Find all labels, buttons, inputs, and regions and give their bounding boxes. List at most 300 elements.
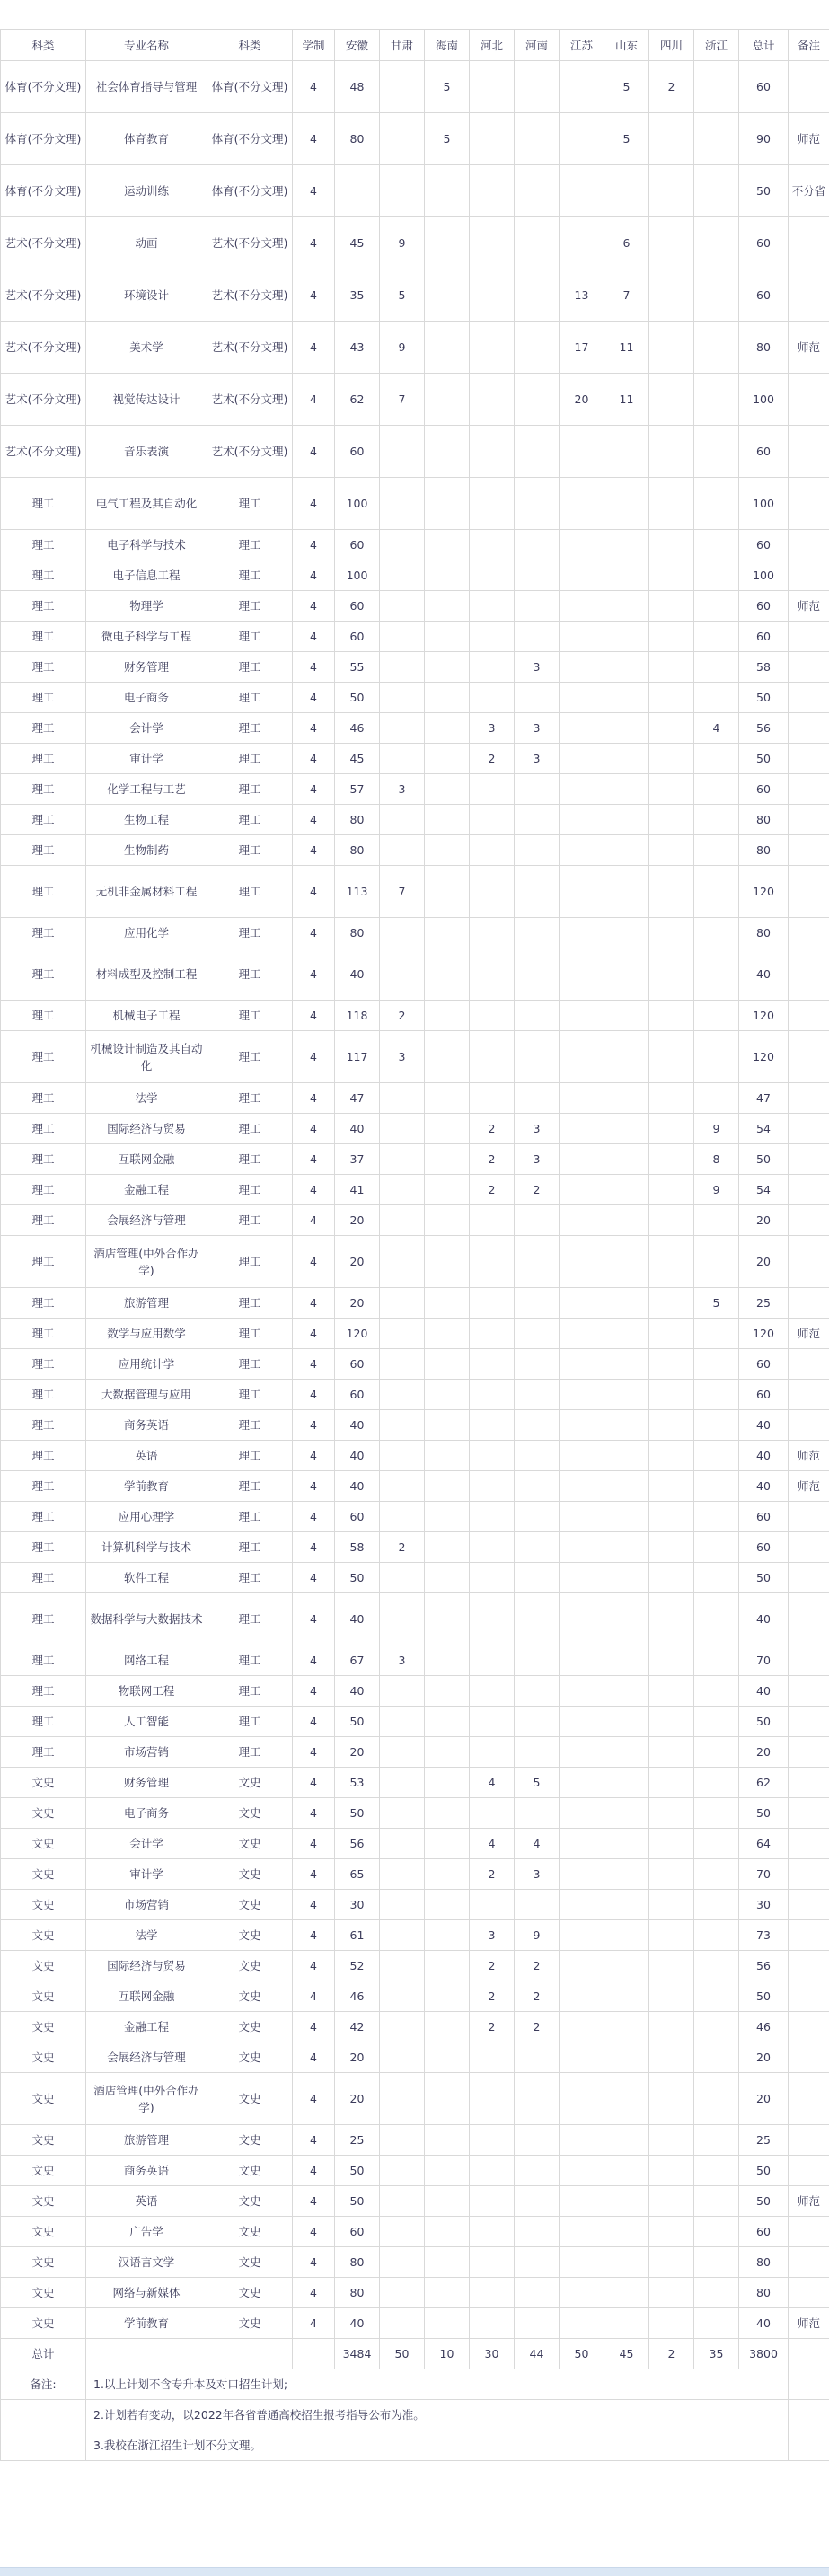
jiangsu-cell	[560, 1563, 604, 1593]
empty-cell	[1, 2430, 86, 2461]
duration-cell: 4	[293, 713, 335, 744]
major-name-cell: 动画	[86, 217, 207, 269]
duration-cell: 4	[293, 1563, 335, 1593]
jiangsu-cell	[560, 1001, 604, 1031]
shandong-cell	[604, 805, 649, 835]
shandong-cell	[604, 622, 649, 652]
category-cell: 理工	[1, 805, 86, 835]
remark-cell	[789, 1768, 829, 1798]
shandong-cell	[604, 1645, 649, 1676]
table-row	[1, 1502, 829, 1532]
henan-cell	[515, 374, 560, 426]
total-cell: 100	[739, 560, 789, 591]
remark-cell: 师范	[789, 1441, 829, 1471]
major-name-cell: 会展经济与管理	[86, 1205, 207, 1236]
anhui-cell: 53	[335, 1768, 380, 1798]
major-name-cell: 美术学	[86, 322, 207, 374]
zhejiang-cell	[694, 165, 739, 217]
zhejiang-cell: 9	[694, 1114, 739, 1144]
major-name-cell: 微电子科学与工程	[86, 622, 207, 652]
major-name-cell: 学前教育	[86, 2308, 207, 2339]
table-row	[1, 774, 829, 805]
hebei-cell	[470, 1593, 515, 1645]
shandong-cell	[604, 1829, 649, 1859]
jiangsu-cell	[560, 560, 604, 591]
duration-cell: 4	[293, 2278, 335, 2308]
sichuan-cell	[649, 866, 694, 918]
remark-cell	[789, 1288, 829, 1319]
hebei-cell	[470, 1380, 515, 1410]
jiangsu-cell	[560, 1920, 604, 1951]
header-cell: 河南	[515, 30, 560, 61]
anhui-cell: 20	[335, 2042, 380, 2073]
major-name-cell: 会展经济与管理	[86, 2042, 207, 2073]
zhejiang-cell	[694, 1890, 739, 1920]
sichuan-cell	[649, 1083, 694, 1114]
hainan-cell	[425, 1920, 470, 1951]
zhejiang-cell	[694, 1083, 739, 1114]
hebei-cell	[470, 918, 515, 948]
header-cell: 学制	[293, 30, 335, 61]
hainan-cell	[425, 774, 470, 805]
gansu-cell	[380, 1441, 425, 1471]
remark-cell: 师范	[789, 1319, 829, 1349]
henan-cell	[515, 2186, 560, 2217]
category-cell: 理工	[1, 1114, 86, 1144]
hainan-cell	[425, 478, 470, 530]
jiangsu-cell	[560, 866, 604, 918]
remark-cell: 不分省	[789, 165, 829, 217]
hebei-cell	[470, 269, 515, 322]
category-cell: 理工	[1, 713, 86, 744]
gansu-cell	[380, 652, 425, 683]
zhejiang-cell	[694, 948, 739, 1001]
table-row	[1, 1707, 829, 1737]
henan-cell	[515, 774, 560, 805]
shandong-cell	[604, 1890, 649, 1920]
gansu-cell	[380, 1410, 425, 1441]
zhejiang-cell	[694, 1502, 739, 1532]
henan-cell	[515, 1319, 560, 1349]
remark-cell	[789, 1205, 829, 1236]
jiangsu-cell	[560, 2042, 604, 2073]
sichuan-cell	[649, 1205, 694, 1236]
hainan-cell	[425, 683, 470, 713]
major-name-cell: 市场营销	[86, 1890, 207, 1920]
header-cell: 江苏	[560, 30, 604, 61]
total-cell: 40	[739, 1471, 789, 1502]
hebei-cell	[470, 113, 515, 165]
sichuan-cell	[649, 1593, 694, 1645]
henan-cell	[515, 113, 560, 165]
table-row	[1, 560, 829, 591]
zhejiang-cell: 4	[694, 713, 739, 744]
major-name-cell: 商务英语	[86, 2156, 207, 2186]
henan-cell: 4	[515, 1829, 560, 1859]
hebei-cell	[470, 683, 515, 713]
shandong-cell	[604, 1981, 649, 2012]
gansu-cell	[380, 1951, 425, 1981]
gansu-cell	[380, 744, 425, 774]
table-row	[1, 2247, 829, 2278]
anhui-cell: 58	[335, 1532, 380, 1563]
hainan-cell	[425, 1829, 470, 1859]
shandong-cell	[604, 2073, 649, 2125]
shandong-cell	[604, 1737, 649, 1768]
sichuan-cell: 2	[649, 61, 694, 113]
sichuan-cell	[649, 2278, 694, 2308]
total-cell: 20	[739, 1236, 789, 1288]
category-cell: 文史	[1, 2073, 86, 2125]
anhui-cell: 62	[335, 374, 380, 426]
zhejiang-cell	[694, 1981, 739, 2012]
table-row	[1, 622, 829, 652]
total-cell: 40	[739, 2308, 789, 2339]
remark-cell	[789, 2125, 829, 2156]
remark-cell	[789, 1951, 829, 1981]
major-name-cell: 审计学	[86, 744, 207, 774]
table-row	[1, 1144, 829, 1175]
shandong-cell	[604, 1205, 649, 1236]
shandong-cell	[604, 426, 649, 478]
hainan-cell	[425, 1798, 470, 1829]
shandong-cell	[604, 683, 649, 713]
hebei-cell	[470, 2217, 515, 2247]
hebei-cell	[470, 805, 515, 835]
major-name-cell: 应用化学	[86, 918, 207, 948]
shandong-cell: 7	[604, 269, 649, 322]
henan-cell: 3	[515, 713, 560, 744]
table-row	[1, 1349, 829, 1380]
table-row	[1, 1380, 829, 1410]
hebei-cell	[470, 774, 515, 805]
sichuan-cell	[649, 1768, 694, 1798]
shandong-cell	[604, 774, 649, 805]
jiangsu-cell	[560, 1859, 604, 1890]
shandong-cell	[604, 1144, 649, 1175]
zhejiang-cell	[694, 1349, 739, 1380]
anhui-cell: 100	[335, 560, 380, 591]
remark-cell	[789, 835, 829, 866]
hainan-cell	[425, 2125, 470, 2156]
gansu-cell	[380, 2278, 425, 2308]
major-name-cell: 法学	[86, 1920, 207, 1951]
table-row	[1, 2012, 829, 2042]
header-cell: 河北	[470, 30, 515, 61]
category-cell: 文史	[207, 1981, 293, 2012]
sichuan-cell	[649, 1502, 694, 1532]
enrollment-plan-table-wrapper	[0, 29, 829, 2461]
empty-cell	[789, 2430, 829, 2461]
total-cell: 100	[739, 374, 789, 426]
henan-cell: 2	[515, 1175, 560, 1205]
remark-cell	[789, 1236, 829, 1288]
henan-cell	[515, 1410, 560, 1441]
duration-cell: 4	[293, 165, 335, 217]
hebei-cell: 2	[470, 1859, 515, 1890]
remark-cell	[789, 426, 829, 478]
table-row	[1, 1319, 829, 1349]
hainan-cell	[425, 1676, 470, 1707]
duration-cell: 4	[293, 1031, 335, 1083]
hainan-cell	[425, 1001, 470, 1031]
sichuan-cell	[649, 2042, 694, 2073]
jiangsu-cell	[560, 1114, 604, 1144]
category-cell: 理工	[207, 948, 293, 1001]
shandong-cell	[604, 1768, 649, 1798]
shandong-cell	[604, 652, 649, 683]
gansu-cell	[380, 2308, 425, 2339]
major-name-cell: 会计学	[86, 1829, 207, 1859]
henan-cell	[515, 322, 560, 374]
category-cell: 体育(不分文理)	[207, 113, 293, 165]
zhejiang-cell	[694, 1676, 739, 1707]
anhui-cell: 65	[335, 1859, 380, 1890]
table-row	[1, 374, 829, 426]
major-name-cell: 机械电子工程	[86, 1001, 207, 1031]
empty-cell	[1, 2400, 86, 2430]
zhejiang-cell	[694, 478, 739, 530]
gansu-cell	[380, 1981, 425, 2012]
duration-cell: 4	[293, 1645, 335, 1676]
category-cell: 理工	[207, 1349, 293, 1380]
remark-cell	[789, 1380, 829, 1410]
zhejiang-cell	[694, 835, 739, 866]
hainan-cell	[425, 1502, 470, 1532]
shandong-cell	[604, 2308, 649, 2339]
sichuan-cell	[649, 1890, 694, 1920]
sichuan-cell	[649, 2186, 694, 2217]
sichuan-cell	[649, 478, 694, 530]
hebei-cell	[470, 560, 515, 591]
category-cell: 体育(不分文理)	[1, 113, 86, 165]
remark-cell	[789, 1532, 829, 1563]
anhui-cell: 43	[335, 322, 380, 374]
henan-cell	[515, 1349, 560, 1380]
major-name-cell: 网络工程	[86, 1645, 207, 1676]
total-cell: 40	[739, 1441, 789, 1471]
jiangsu-cell	[560, 113, 604, 165]
hebei-cell	[470, 1236, 515, 1288]
category-cell: 理工	[1, 1563, 86, 1593]
hainan-cell	[425, 2186, 470, 2217]
category-cell: 理工	[207, 918, 293, 948]
table-row	[1, 835, 829, 866]
sichuan-cell	[649, 2012, 694, 2042]
duration-cell: 4	[293, 217, 335, 269]
total-cell: 40	[739, 1410, 789, 1441]
category-cell: 理工	[207, 1737, 293, 1768]
table-row	[1, 113, 829, 165]
shandong-cell: 45	[604, 2339, 649, 2369]
remark-cell	[789, 2217, 829, 2247]
zhejiang-cell	[694, 1001, 739, 1031]
category-cell: 艺术(不分文理)	[207, 426, 293, 478]
duration-cell: 4	[293, 113, 335, 165]
anhui-cell: 60	[335, 530, 380, 560]
major-name-cell: 物联网工程	[86, 1676, 207, 1707]
table-row	[1, 948, 829, 1001]
gansu-cell: 50	[380, 2339, 425, 2369]
sichuan-cell	[649, 652, 694, 683]
zhejiang-cell	[694, 1768, 739, 1798]
zhejiang-cell	[694, 1645, 739, 1676]
table-row	[1, 165, 829, 217]
anhui-cell: 20	[335, 2073, 380, 2125]
duration-cell: 4	[293, 560, 335, 591]
gansu-cell: 3	[380, 1645, 425, 1676]
remark-cell	[789, 1737, 829, 1768]
total-cell: 50	[739, 2156, 789, 2186]
total-cell: 80	[739, 2278, 789, 2308]
duration-cell: 4	[293, 1920, 335, 1951]
henan-cell	[515, 1593, 560, 1645]
duration-cell: 4	[293, 1768, 335, 1798]
category-cell: 文史	[1, 2217, 86, 2247]
zhejiang-cell	[694, 1471, 739, 1502]
zhejiang-cell	[694, 1920, 739, 1951]
major-name-cell: 人工智能	[86, 1707, 207, 1737]
category-cell: 理工	[207, 1114, 293, 1144]
henan-cell	[515, 866, 560, 918]
category-cell: 理工	[207, 652, 293, 683]
shandong-cell	[604, 591, 649, 622]
category-cell: 理工	[1, 1288, 86, 1319]
major-name-cell: 应用心理学	[86, 1502, 207, 1532]
shandong-cell	[604, 2186, 649, 2217]
category-cell: 体育(不分文理)	[207, 61, 293, 113]
henan-cell	[515, 622, 560, 652]
category-cell: 文史	[207, 2073, 293, 2125]
jiangsu-cell	[560, 1175, 604, 1205]
anhui-cell: 3484	[335, 2339, 380, 2369]
anhui-cell: 56	[335, 1829, 380, 1859]
hebei-cell	[470, 1707, 515, 1737]
remark-cell	[789, 217, 829, 269]
jiangsu-cell	[560, 1441, 604, 1471]
sichuan-cell	[649, 530, 694, 560]
sichuan-cell	[649, 1380, 694, 1410]
gansu-cell: 2	[380, 1532, 425, 1563]
shandong-cell	[604, 2217, 649, 2247]
shandong-cell	[604, 1380, 649, 1410]
category-cell: 理工	[207, 560, 293, 591]
sichuan-cell	[649, 1410, 694, 1441]
empty-cell	[207, 2339, 293, 2369]
shandong-cell	[604, 165, 649, 217]
sichuan-cell	[649, 1707, 694, 1737]
total-cell: 50	[739, 1563, 789, 1593]
sichuan-cell	[649, 918, 694, 948]
total-cell: 62	[739, 1768, 789, 1798]
remark-cell	[789, 744, 829, 774]
shandong-cell	[604, 1593, 649, 1645]
anhui-cell: 50	[335, 1563, 380, 1593]
category-cell: 文史	[1, 2156, 86, 2186]
shandong-cell	[604, 1288, 649, 1319]
remark-cell	[789, 713, 829, 744]
table-row	[1, 2125, 829, 2156]
duration-cell: 4	[293, 1114, 335, 1144]
hainan-cell	[425, 374, 470, 426]
remark-cell	[789, 866, 829, 918]
sichuan-cell	[649, 1319, 694, 1349]
hebei-cell	[470, 1288, 515, 1319]
anhui-cell: 80	[335, 918, 380, 948]
total-cell: 20	[739, 2042, 789, 2073]
duration-cell: 4	[293, 683, 335, 713]
major-name-cell: 数据科学与大数据技术	[86, 1593, 207, 1645]
empty-cell	[789, 2339, 829, 2369]
hainan-cell	[425, 1319, 470, 1349]
shandong-cell	[604, 2278, 649, 2308]
remark-cell: 师范	[789, 2308, 829, 2339]
shandong-cell	[604, 713, 649, 744]
remark-cell: 师范	[789, 1471, 829, 1502]
hainan-cell	[425, 2073, 470, 2125]
jiangsu-cell	[560, 2156, 604, 2186]
table-row	[1, 1083, 829, 1114]
anhui-cell: 40	[335, 1593, 380, 1645]
henan-cell	[515, 1798, 560, 1829]
major-name-cell: 英语	[86, 1441, 207, 1471]
major-name-cell: 国际经济与贸易	[86, 1951, 207, 1981]
sichuan-cell: 2	[649, 2339, 694, 2369]
anhui-cell: 20	[335, 1737, 380, 1768]
hainan-cell	[425, 1951, 470, 1981]
henan-cell	[515, 478, 560, 530]
hainan-cell	[425, 866, 470, 918]
duration-cell: 4	[293, 1349, 335, 1380]
anhui-cell: 118	[335, 1001, 380, 1031]
anhui-cell: 60	[335, 591, 380, 622]
sichuan-cell	[649, 1981, 694, 2012]
category-cell: 文史	[1, 2012, 86, 2042]
jiangsu-cell	[560, 2308, 604, 2339]
shandong-cell	[604, 835, 649, 866]
anhui-cell: 55	[335, 652, 380, 683]
zhejiang-cell	[694, 2217, 739, 2247]
major-name-cell: 生物制药	[86, 835, 207, 866]
major-name-cell: 数学与应用数学	[86, 1319, 207, 1349]
major-name-cell: 审计学	[86, 1859, 207, 1890]
henan-cell	[515, 2247, 560, 2278]
category-cell: 理工	[207, 1563, 293, 1593]
sichuan-cell	[649, 774, 694, 805]
category-cell: 文史	[1, 2278, 86, 2308]
enrollment-plan-table	[0, 29, 829, 2461]
total-cell: 60	[739, 591, 789, 622]
duration-cell: 4	[293, 591, 335, 622]
hebei-cell	[470, 622, 515, 652]
gansu-cell	[380, 2247, 425, 2278]
anhui-cell: 46	[335, 1981, 380, 2012]
hainan-cell	[425, 1410, 470, 1441]
table-row	[1, 2156, 829, 2186]
hainan-cell	[425, 560, 470, 591]
jiangsu-cell	[560, 2247, 604, 2278]
zhejiang-cell	[694, 1532, 739, 1563]
table-row	[1, 1288, 829, 1319]
hebei-cell: 4	[470, 1768, 515, 1798]
remark-cell	[789, 478, 829, 530]
notes-label: 备注:	[1, 2369, 86, 2400]
duration-cell: 4	[293, 948, 335, 1001]
gansu-cell	[380, 2073, 425, 2125]
zhejiang-cell	[694, 622, 739, 652]
shandong-cell: 11	[604, 374, 649, 426]
duration-cell: 4	[293, 1236, 335, 1288]
